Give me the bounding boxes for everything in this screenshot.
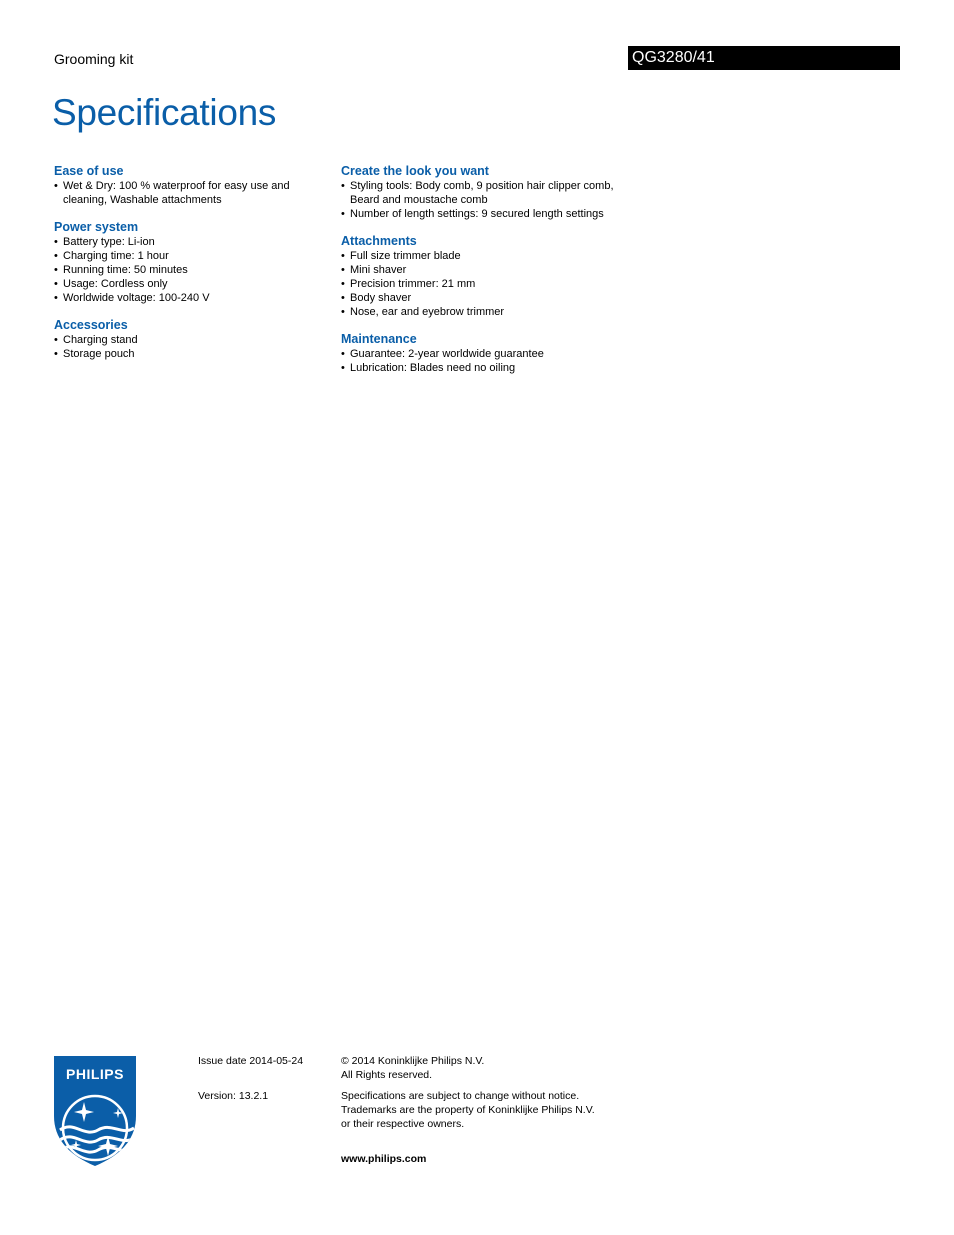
section-heading: Power system (54, 220, 139, 234)
spec-section (54, 318, 316, 361)
spec-list (341, 249, 631, 319)
page-title: Specifications (52, 92, 277, 133)
notice-line: Specifications are subject to change without notice. (341, 1090, 580, 1102)
spec-item-text: Wet & Dry: 100 % waterproof for easy use and cleaning, Washable attachments (63, 180, 290, 206)
spec-item-text: Full size trimmer blade (350, 250, 461, 262)
spec-item (341, 305, 631, 319)
spec-item (341, 263, 631, 277)
spec-item-text: Worldwide voltage: 100-240 V (63, 292, 210, 304)
spec-item-text: Guarantee: 2-year worldwide guarantee (350, 348, 544, 360)
spec-item-text: Storage pouch (63, 348, 135, 360)
spec-item (54, 291, 316, 305)
spec-item (54, 179, 316, 207)
spec-item (54, 263, 316, 277)
bullet-icon: • (54, 180, 58, 192)
bullet-icon: • (341, 208, 345, 220)
bullet-icon: • (54, 236, 58, 248)
spec-item-text: Usage: Cordless only (63, 278, 168, 290)
spec-item-text: Battery type: Li-ion (63, 236, 155, 248)
spec-item-text: Number of length settings: 9 secured length settings (350, 208, 604, 220)
section-heading: Create the look you want (341, 164, 489, 178)
bullet-icon: • (54, 348, 58, 360)
logo-wordmark: PHILIPS (66, 1066, 124, 1082)
spec-section (54, 220, 316, 305)
issue-date: Issue date 2014-05-24 (198, 1055, 304, 1067)
specs-column-left (54, 164, 316, 374)
section-heading: Maintenance (341, 332, 417, 346)
spec-list (54, 333, 316, 361)
copyright-notice (341, 1054, 621, 1082)
bullet-icon: • (54, 292, 58, 304)
copyright-line: All Rights reserved. (341, 1069, 433, 1081)
bullet-icon: • (341, 348, 345, 360)
bullet-icon: • (341, 278, 345, 290)
category-label: Grooming kit (54, 51, 134, 67)
bullet-icon: • (341, 292, 345, 304)
spec-item-text: Running time: 50 minutes (63, 264, 188, 276)
spec-item-text: Styling tools: Body comb, 9 position hair clipper comb, Beard and moustache comb (350, 180, 614, 206)
spec-section (341, 164, 631, 221)
spec-item-text: Precision trimmer: 21 mm (350, 278, 476, 290)
spec-list (341, 179, 631, 221)
legal-notice (341, 1089, 621, 1131)
spec-item (341, 347, 631, 361)
bullet-icon: • (341, 180, 345, 192)
bullet-icon: • (341, 250, 345, 262)
spec-section (341, 234, 631, 319)
spec-item (341, 291, 631, 305)
bullet-icon: • (54, 264, 58, 276)
spec-item (341, 179, 631, 207)
bullet-icon: • (54, 250, 58, 262)
spec-item (341, 207, 631, 221)
spec-item-text: Nose, ear and eyebrow trimmer (350, 306, 505, 318)
spec-section (341, 332, 631, 375)
version-label: Version: 13.2.1 (198, 1090, 269, 1102)
section-heading: Accessories (54, 318, 128, 332)
spec-section (54, 164, 316, 207)
spec-item (341, 249, 631, 263)
specs-column-right (341, 164, 631, 388)
bullet-icon: • (54, 334, 58, 346)
spec-item (54, 235, 316, 249)
spec-item-text: Charging time: 1 hour (63, 250, 169, 262)
bullet-icon: • (54, 278, 58, 290)
spec-item (54, 333, 316, 347)
spec-item (341, 361, 631, 375)
section-heading: Ease of use (54, 164, 124, 178)
notice-line: or their respective owners. (341, 1118, 465, 1130)
section-heading: Attachments (341, 234, 417, 248)
spec-list (54, 235, 316, 305)
notice-line: Trademarks are the property of Koninklijke Philips N.V. (341, 1104, 595, 1116)
website-link[interactable]: www.philips.com (341, 1153, 427, 1165)
bullet-icon: • (341, 306, 345, 318)
spec-item (54, 249, 316, 263)
spec-list (54, 179, 316, 207)
spec-item-text: Charging stand (63, 334, 138, 346)
spec-item (54, 347, 316, 361)
spec-item-text: Lubrication: Blades need no oiling (350, 362, 516, 374)
model-number-box: QG3280/41 (628, 46, 900, 70)
bullet-icon: • (341, 264, 345, 276)
spec-item (54, 277, 316, 291)
spec-item-text: Body shaver (350, 292, 412, 304)
spec-list (341, 347, 631, 375)
bullet-icon: • (341, 362, 345, 374)
spec-item (341, 277, 631, 291)
spec-item-text: Mini shaver (350, 264, 407, 276)
copyright-line: © 2014 Koninklijke Philips N.V. (341, 1055, 485, 1067)
philips-shield-logo-icon (54, 1056, 136, 1166)
